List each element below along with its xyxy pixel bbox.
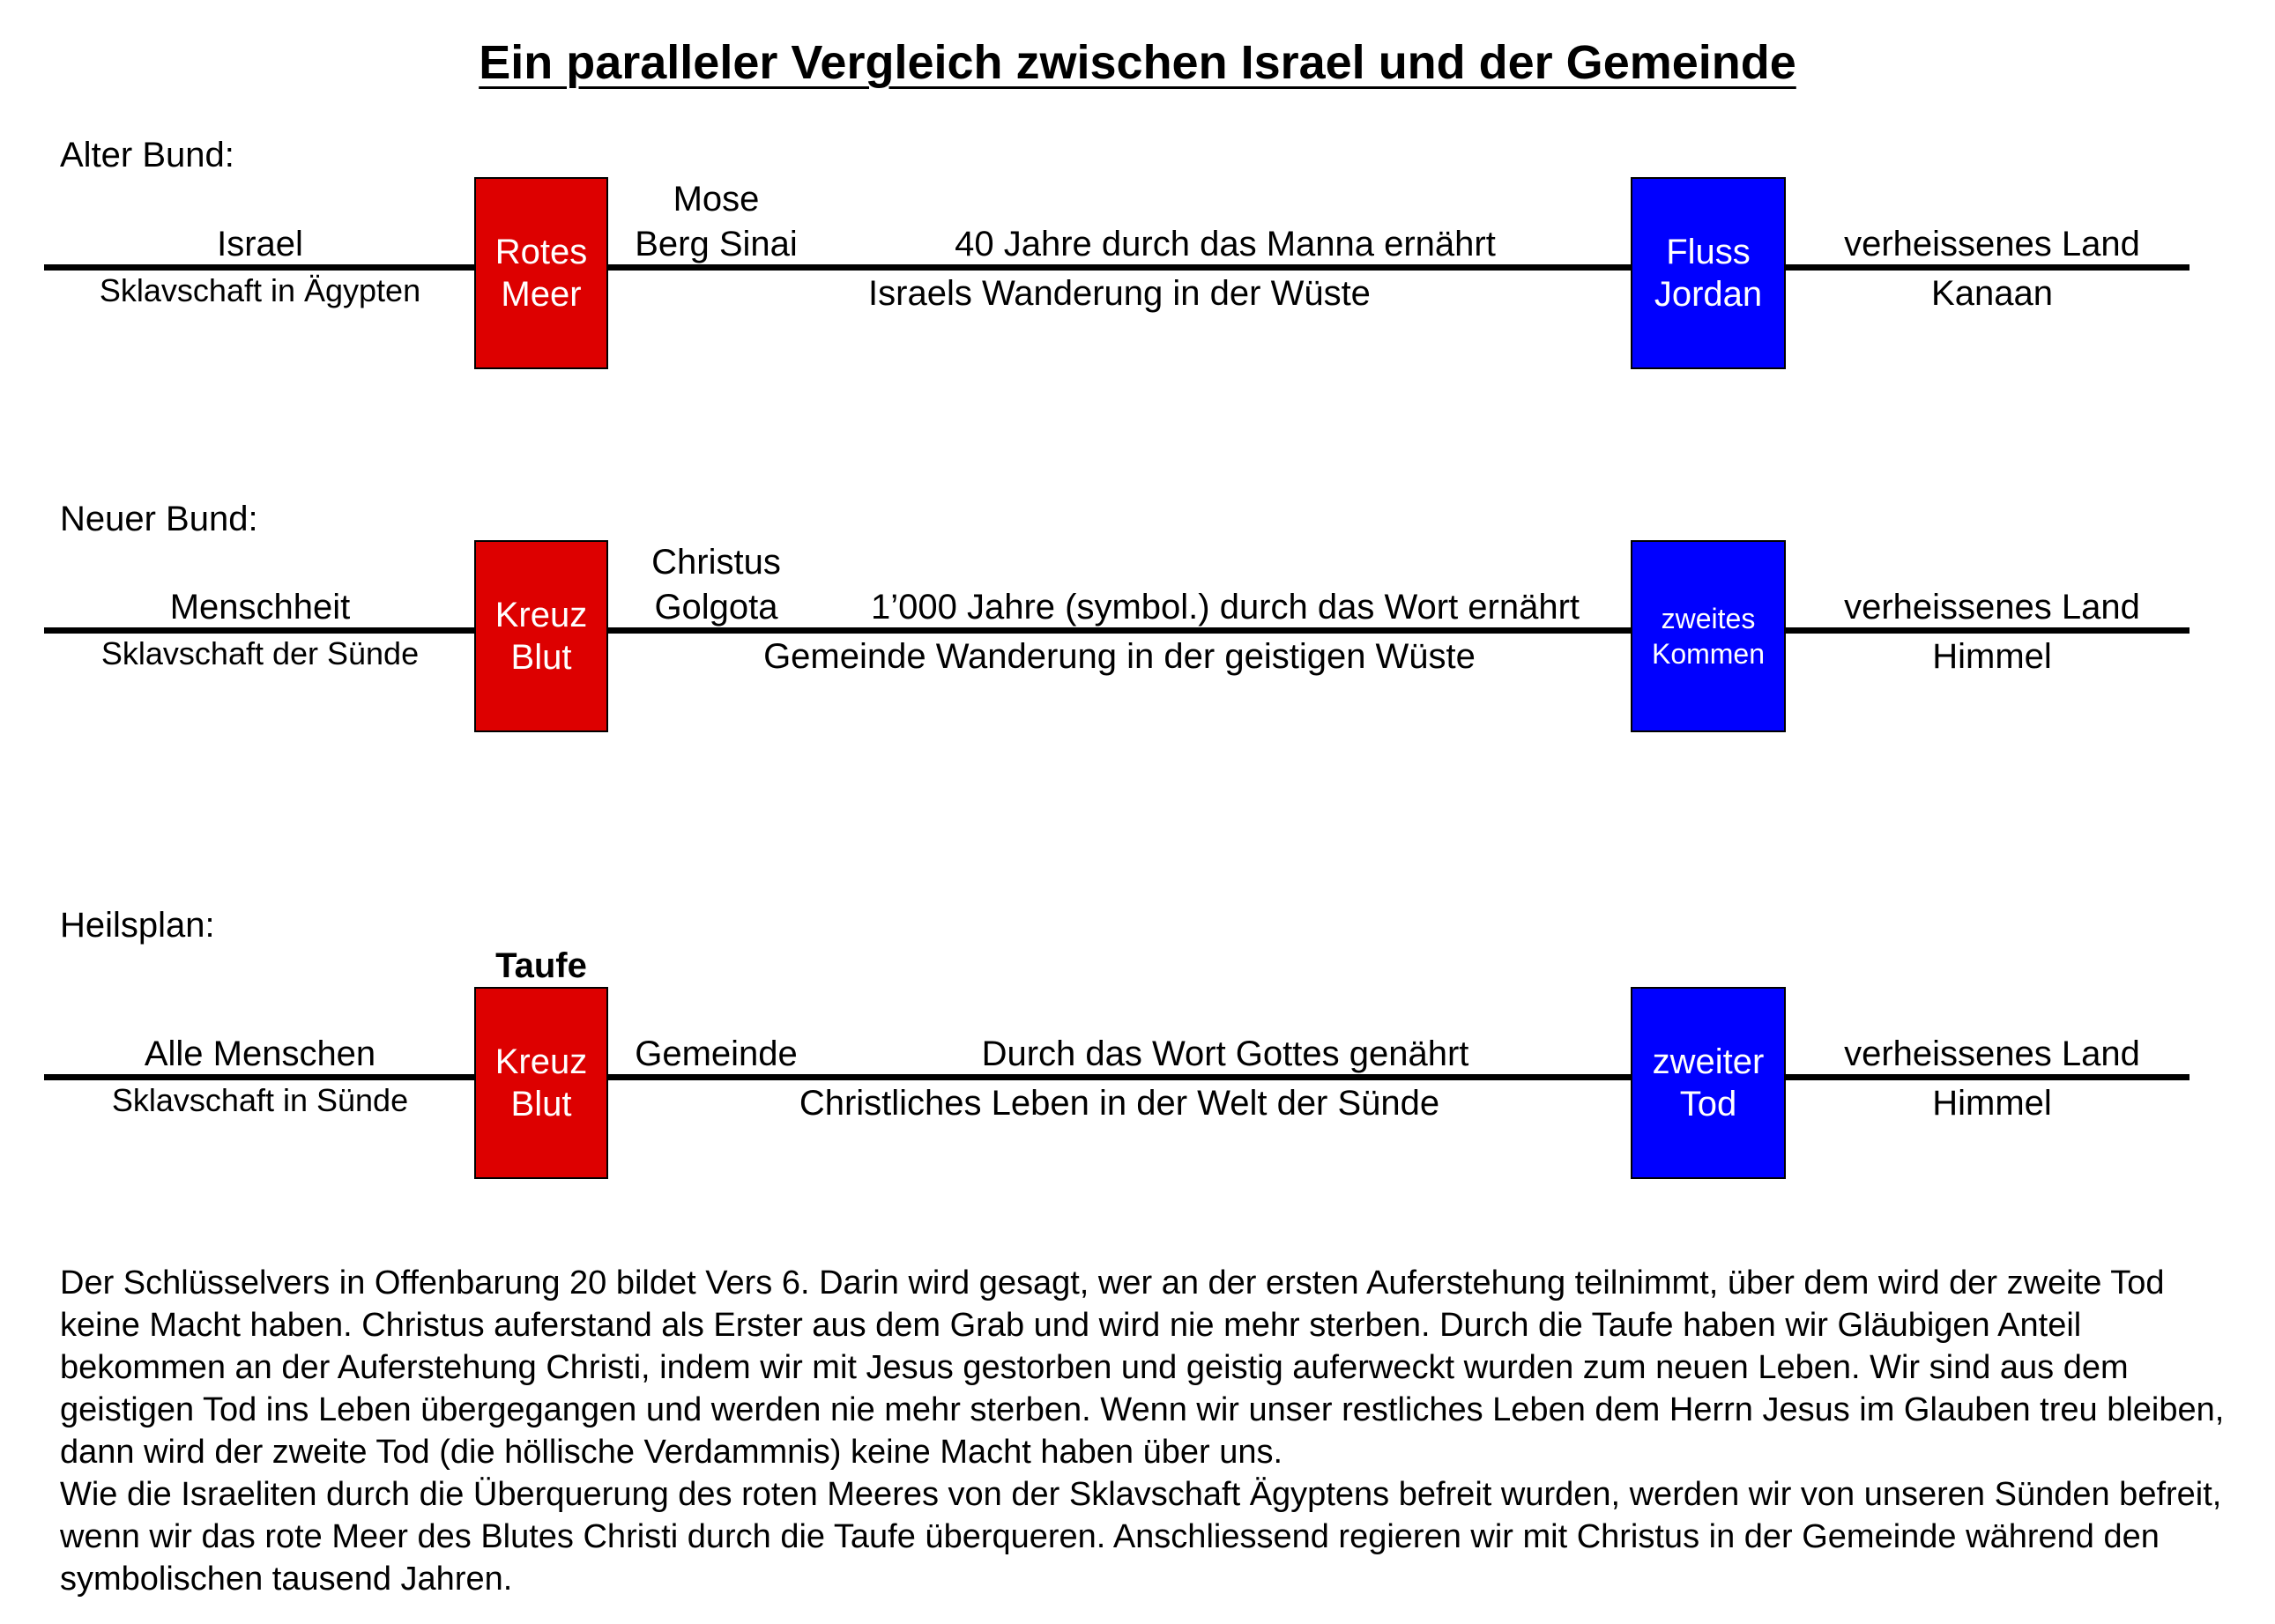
paragraph-1: Der Schlüsselvers in Offenbarung 20 bildet Vers 6. Darin wird gesagt, wer an der ersten Auferstehung teilnimmt, über dem wird der zweite Tod keine Macht haben. Christus auferstand als Erster aus dem Grab und wird nie mehr sterben. Durch die Taufe haben wir Gläubigen Anteil bekommen an der Auferstehung Christi, indem wir mit Jesus gestorben und geistig auferweckt wurden zum neuen Leben. Wir sind aus dem geistigen Tod ins Leben übergegangen und werden nie mehr sterben. Wenn wir unser restliches Leben dem Herrn Jesus im Glauben treu bleiben, dann wird der zweite Tod (die höllische Verdammnis) keine Macht haben über uns. [60, 1264, 2225, 1471]
left-top-text: Alle Menschen [144, 1034, 376, 1073]
blue-box-line1: Fluss [1666, 233, 1751, 271]
left-top-text: Menschheit [169, 588, 351, 627]
after-red-line1: Mose [673, 180, 760, 219]
after-red-line1: Christus [651, 543, 781, 582]
red-box-line1: Rotes [494, 233, 588, 271]
blue-box-line2: Kommen [1651, 638, 1766, 670]
after-red-line2: Berg Sinai [635, 225, 798, 263]
blue-box-line1: zweiter [1652, 1042, 1765, 1081]
paragraph-2: Wie die Israeliten durch die Überquerung des roten Meeres von der Sklavschaft Ägyptens befreit wurden, werden wir von unseren Sünden befreit, wenn wir das rote Meer des Blutes Christi durch die Taufe überqueren. Anschliessend regieren wir mit Christus in der Gemeinde während den symbolischen tausend Jahren. [60, 1476, 2222, 1598]
left-bottom-text: Sklavschaft in Sünde [111, 1082, 409, 1118]
red-box-rotes-meer [474, 177, 608, 369]
red-box-line1: Kreuz [494, 596, 588, 634]
middle-top-text: 1’000 Jahre (symbol.) durch das Wort ernährt [870, 588, 1580, 627]
blue-box-zweiter-tod [1631, 987, 1786, 1179]
page-title-text: Ein paralleler Vergleich zwischen Israel und der Gemeinde [479, 36, 1796, 89]
middle-bottom-text: Gemeinde Wanderung in der geistigen Wüste [763, 637, 1476, 676]
right-bottom-text: Himmel [1932, 637, 2052, 676]
left-top-text: Israel [217, 225, 303, 263]
red-box-kreuz-blut [474, 540, 608, 732]
blue-box-line1: zweites [1661, 603, 1756, 634]
above-red-label-taufe: Taufe [495, 946, 587, 985]
blue-box-zweites-kommen [1631, 540, 1786, 732]
explanation-paragraph [60, 1262, 2228, 1600]
red-box-kreuz-blut [474, 987, 608, 1179]
red-box-line2: Blut [510, 1085, 572, 1123]
section-label-neuer-bund: Neuer Bund: [60, 500, 258, 538]
right-top-text: verheissenes Land [1844, 588, 2140, 627]
after-red-line1: Gemeinde [635, 1034, 798, 1073]
right-top-text: verheissenes Land [1844, 1034, 2140, 1073]
middle-top-text: 40 Jahre durch das Manna ernährt [955, 225, 1496, 263]
section-label-alter-bund: Alter Bund: [60, 136, 234, 174]
right-bottom-text: Kanaan [1931, 274, 2053, 313]
red-box-line2: Meer [501, 275, 582, 314]
section-label-heilsplan: Heilsplan: [60, 906, 215, 945]
blue-box-fluss-jordan [1631, 177, 1786, 369]
middle-top-text: Durch das Wort Gottes genährt [981, 1034, 1469, 1073]
middle-bottom-text: Israels Wanderung in der Wüste [868, 274, 1371, 313]
left-bottom-text: Sklavschaft in Ägypten [99, 272, 421, 308]
middle-bottom-text: Christliches Leben in der Welt der Sünde [799, 1084, 1440, 1123]
blue-box-line2: Tod [1679, 1085, 1737, 1123]
red-box-line1: Kreuz [494, 1042, 588, 1081]
page-title [0, 32, 2275, 93]
right-bottom-text: Himmel [1932, 1084, 2052, 1123]
red-box-line2: Blut [510, 638, 572, 677]
after-red-line2: Golgota [654, 588, 778, 627]
left-bottom-text: Sklavschaft der Sünde [100, 635, 420, 671]
right-top-text: verheissenes Land [1844, 225, 2140, 263]
blue-box-line2: Jordan [1654, 275, 1763, 314]
